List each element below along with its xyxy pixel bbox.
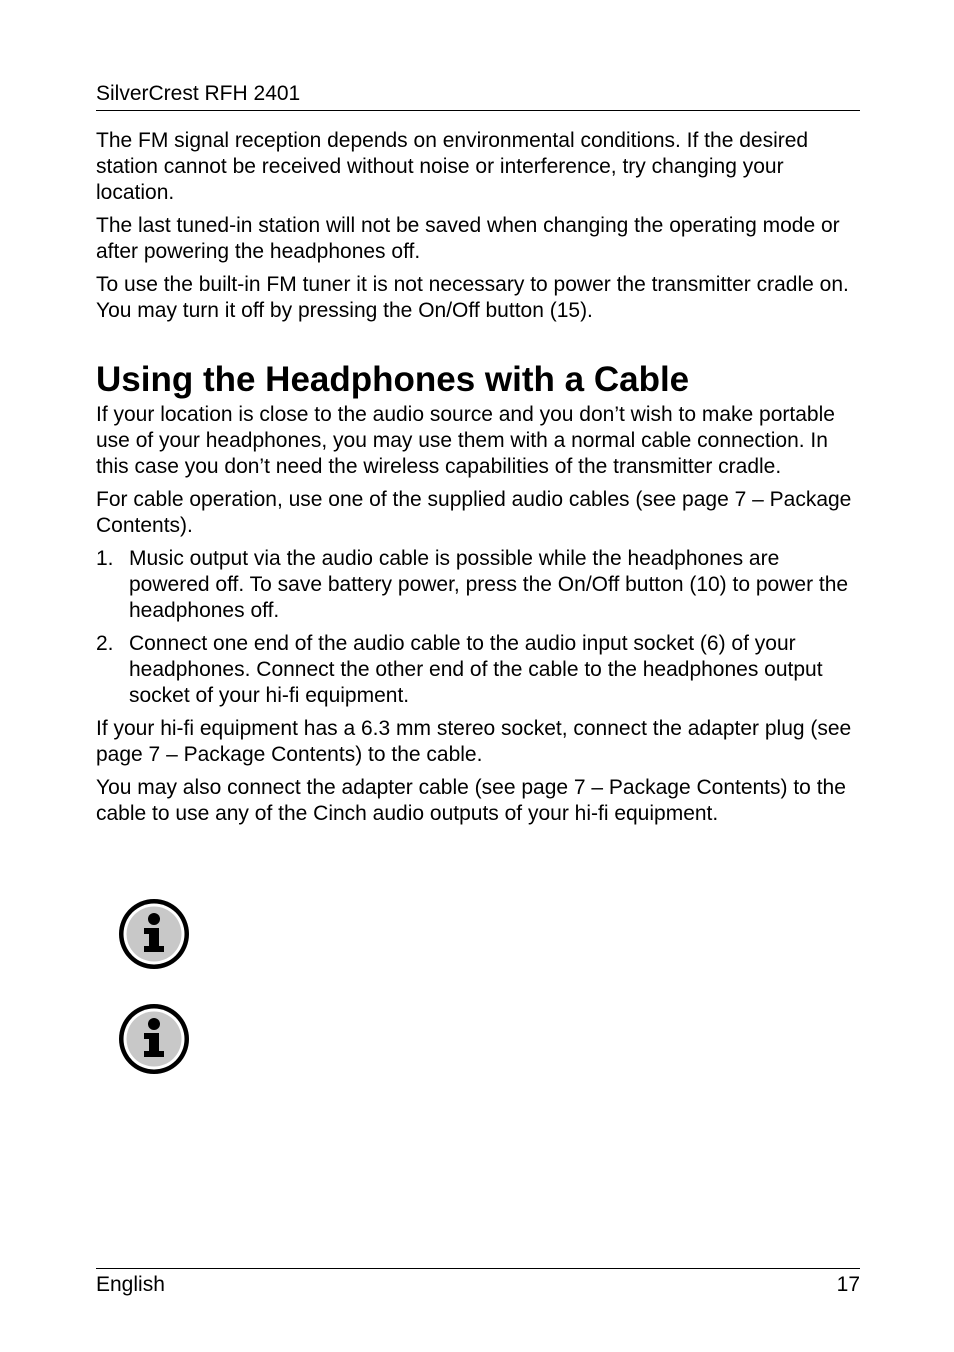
page-header (96, 80, 860, 111)
section-heading: Using the Headphones with a Cable (96, 360, 690, 399)
info-icon (117, 897, 191, 971)
list-item (96, 631, 860, 709)
page-content (96, 128, 860, 834)
intro-paragraph-3: To use the built-in FM tuner it is not necessary to power the transmitter cradle on. You may turn it off by pressing the On/Off button (15). (96, 273, 849, 322)
page-number: 17 (836, 1273, 860, 1296)
info-icon (117, 1002, 191, 1076)
list-item (96, 546, 860, 624)
intro-paragraph-1: The FM signal reception depends on environmental conditions. If the desired station cannot be received without noise or interference, try changing your location. (96, 129, 809, 204)
header-title: SilverCrest RFH 2401 (96, 82, 301, 105)
list-item-text: Connect one end of the audio cable to the audio input socket (6) of your headphones. Connect the other end of the cable to the headphones output socket of your hi-fi equipment. (129, 632, 823, 707)
list-item-number: 2. (96, 632, 114, 655)
page-footer (96, 1268, 860, 1299)
list-item-text: Music output via the audio cable is possible while the headphones are powered off. To save battery power, press the On/Off button (10) to power the headphones off. (129, 547, 849, 622)
section-paragraph-1: If your location is close to the audio source and you don’t wish to make portable use of your headphones, you may use them with a normal cable connection. In this case you don’t need the wireless capabilities of the transmitter cradle. (96, 403, 835, 478)
step2-note-1: If your hi-fi equipment has a 6.3 mm stereo socket, connect the adapter plug (see page 7 – Package Contents) to the cable. (96, 717, 852, 766)
footer-language: English (96, 1273, 165, 1296)
intro-paragraph-2: The last tuned-in station will not be saved when changing the operating mode or after powering the headphones off. (96, 214, 840, 263)
step2-note-2: You may also connect the adapter cable (see page 7 – Package Contents) to the cable to use any of the Cinch audio outputs of your hi-fi equipment. (96, 776, 846, 825)
section-paragraph-2: For cable operation, use one of the supplied audio cables (see page 7 – Package Contents). (96, 488, 852, 537)
list-item-number: 1. (96, 547, 114, 570)
